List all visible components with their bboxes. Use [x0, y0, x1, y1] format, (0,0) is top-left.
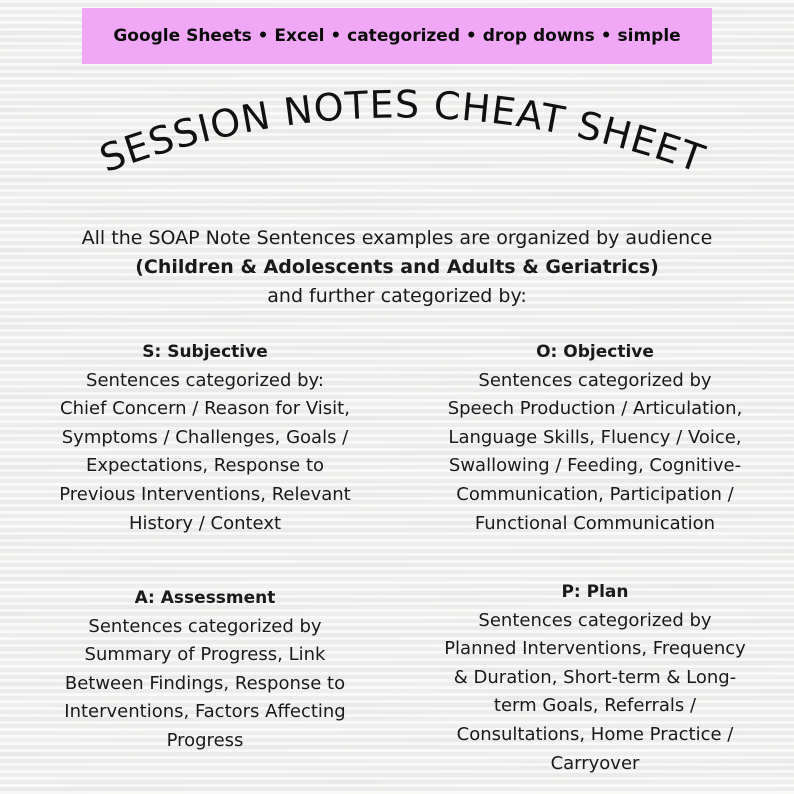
- section-line: Language Skills, Fluency / Voice,: [448, 426, 742, 448]
- intro-line-3: and further categorized by:: [267, 285, 527, 307]
- section-objective: [415, 338, 775, 538]
- section-heading: O: Objective: [536, 342, 654, 362]
- section-line: Carryover: [550, 752, 640, 774]
- section-line: term Goals, Referrals /: [493, 695, 697, 717]
- section-line: Communication, Participation /: [456, 483, 734, 505]
- arched-title: [0, 60, 794, 220]
- section-line: Sentences categorized by: [88, 615, 322, 637]
- banner-text: Google Sheets • Excel • categorized • drop downs • simple: [113, 26, 681, 46]
- intro: [0, 224, 794, 311]
- section-line: Planned Interventions, Frequency: [444, 638, 746, 660]
- section-line: Sentences categorized by: [478, 609, 712, 631]
- section-line: & Duration, Short-term & Long-: [453, 666, 737, 688]
- title-text: SESSION NOTES CHEAT SHEET: [94, 82, 711, 182]
- section-line: Interventions, Factors Affecting: [64, 701, 346, 723]
- section-line: Functional Communication: [474, 512, 716, 534]
- section-heading: A: Assessment: [134, 588, 276, 608]
- section-line: History / Context: [128, 512, 282, 534]
- section-line: Sentences categorized by:: [86, 369, 324, 391]
- intro-line-1: All the SOAP Note Sentences examples are organized by audience: [81, 227, 713, 249]
- intro-line-2: (Children & Adolescents and Adults & Geriatrics): [135, 256, 659, 278]
- section-line: Speech Production / Articulation,: [447, 398, 743, 420]
- section-line: Progress: [166, 729, 244, 751]
- svg-text:SESSION NOTES CHEAT SHEET: [94, 82, 711, 181]
- section-heading: P: Plan: [561, 582, 629, 602]
- section-line: Previous Interventions, Relevant: [59, 483, 351, 505]
- section-line: Summary of Progress, Link: [84, 644, 326, 666]
- section-line: Sentences categorized by: [478, 369, 712, 391]
- top-banner: [82, 8, 712, 64]
- section-line: Between Findings, Response to: [64, 672, 346, 694]
- section-subjective: [30, 338, 380, 538]
- section-line: Consultations, Home Practice /: [456, 723, 734, 745]
- section-assessment: [30, 584, 380, 756]
- section-line: Symptoms / Challenges, Goals /: [61, 426, 349, 448]
- section-line: Chief Concern / Reason for Visit,: [60, 398, 350, 420]
- section-line: Swallowing / Feeding, Cognitive-: [448, 455, 742, 477]
- section-heading: S: Subjective: [142, 342, 268, 362]
- section-line: Expectations, Response to: [85, 455, 325, 477]
- section-plan: [415, 578, 775, 778]
